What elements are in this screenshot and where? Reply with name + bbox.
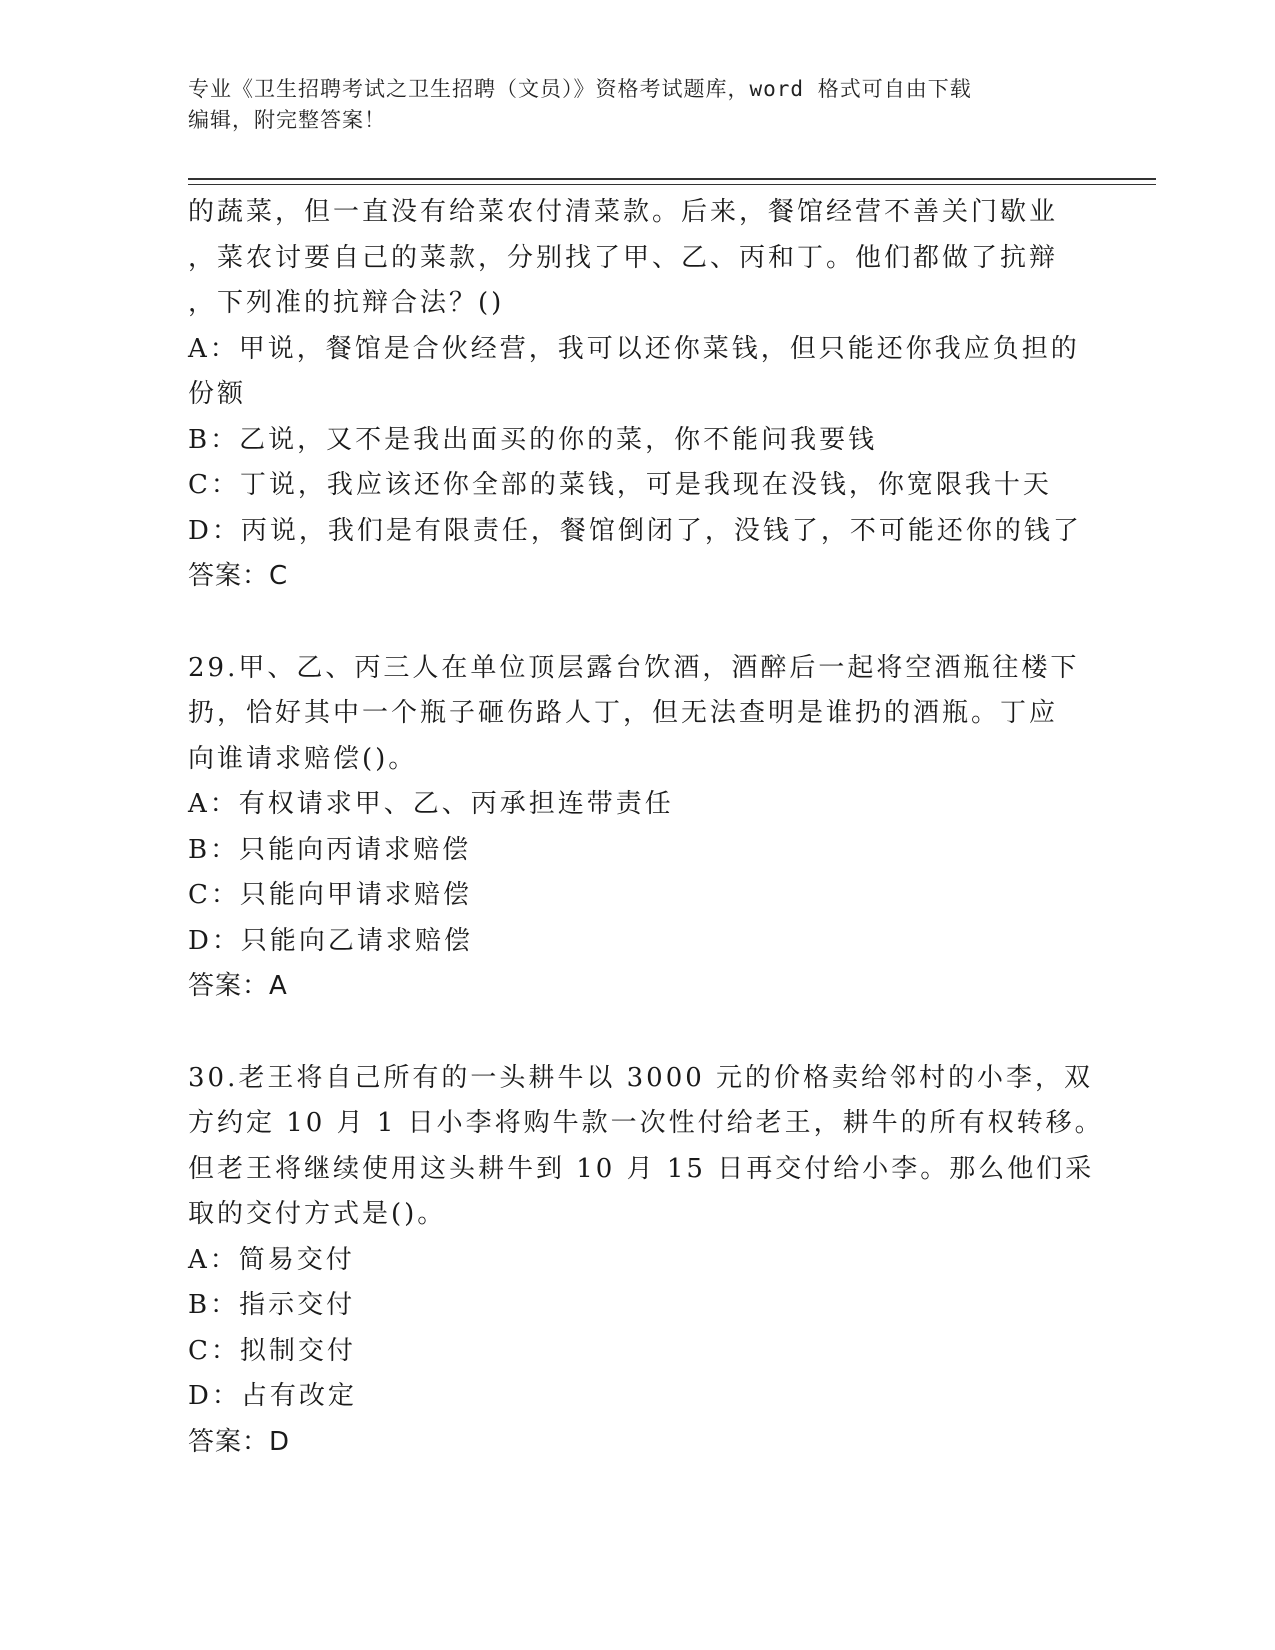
option-c: C：只能向甲请求赔偿 bbox=[188, 880, 472, 910]
question-stem-line: ，菜农讨要自己的菜款，分别找了甲、乙、丙和丁。他们都做了抗辩 bbox=[188, 242, 1059, 273]
option-b: B：指示交付 bbox=[188, 1290, 356, 1320]
answer-line: 答案：A bbox=[188, 971, 288, 1001]
option-a: A：甲说，餐馆是合伙经营，我可以还你菜钱，但只能还你我应负担的 bbox=[188, 333, 1080, 364]
question-stem-line: 向谁请求赔偿()。 bbox=[188, 743, 418, 774]
spacer bbox=[188, 600, 1088, 646]
option-c: C：拟制交付 bbox=[188, 1335, 356, 1366]
question-stem-line: 扔，恰好其中一个瓶子砸伤路人丁，但无法查明是谁扔的酒瓶。丁应 bbox=[188, 698, 1059, 728]
option-d: D：丙说，我们是有限责任，餐馆倒闭了，没钱了，不可能还你的钱了 bbox=[188, 515, 1082, 546]
option-b: B：乙说，又不是我出面买的你的菜，你不能问我要钱 bbox=[188, 424, 878, 455]
question-30 bbox=[188, 1056, 1104, 1466]
option-a: A：有权请求甲、乙、丙承担连带责任 bbox=[188, 789, 674, 819]
question-28 bbox=[188, 190, 1088, 600]
document-body bbox=[188, 190, 1104, 1465]
question-stem-line: 方约定 10 月 1 日小李将购牛款一次性付给老王，耕牛的所有权转移。 bbox=[188, 1108, 1104, 1138]
option-a: A：简易交付 bbox=[188, 1244, 355, 1275]
header-line-1: 专业《卫生招聘考试之卫生招聘（文员）》资格考试题库，word 格式可自由下载 bbox=[188, 77, 972, 101]
option-d: D：占有改定 bbox=[188, 1381, 357, 1411]
option-d: D：只能向乙请求赔偿 bbox=[188, 925, 473, 956]
answer-line: 答案：C bbox=[188, 561, 289, 591]
answer-line: 答案：D bbox=[188, 1426, 291, 1457]
header-divider-thick bbox=[188, 178, 1156, 180]
question-stem-line: 但老王将继续使用这头耕牛到 10 月 15 日再交付给小李。那么他们采 bbox=[188, 1153, 1095, 1184]
option-a-continued: 份额 bbox=[188, 379, 247, 409]
option-b: B：只能向丙请求赔偿 bbox=[188, 834, 472, 865]
question-stem-line: 30.老王将自己所有的一头耕牛以 3000 元的价格卖给邻村的小李，双 bbox=[188, 1062, 1094, 1093]
question-stem-line: 29.甲、乙、丙三人在单位顶层露台饮酒，酒醉后一起将空酒瓶往楼下 bbox=[188, 652, 1080, 683]
document-header bbox=[188, 74, 1068, 136]
header-line-2: 编辑，附完整答案！ bbox=[188, 108, 386, 132]
question-stem-line: 取的交付方式是()。 bbox=[188, 1199, 447, 1229]
option-c: C：丁说，我应该还你全部的菜钱，可是我现在没钱，你宽限我十天 bbox=[188, 470, 1052, 500]
question-29 bbox=[188, 646, 1088, 1010]
header-divider-thin bbox=[188, 184, 1156, 185]
spacer bbox=[188, 1010, 1088, 1056]
question-stem-line: 的蔬菜，但一直没有给菜农付清菜款。后来，餐馆经营不善关门歇业 bbox=[188, 197, 1059, 227]
question-stem-line: ，下列准的抗辩合法？() bbox=[188, 288, 505, 318]
